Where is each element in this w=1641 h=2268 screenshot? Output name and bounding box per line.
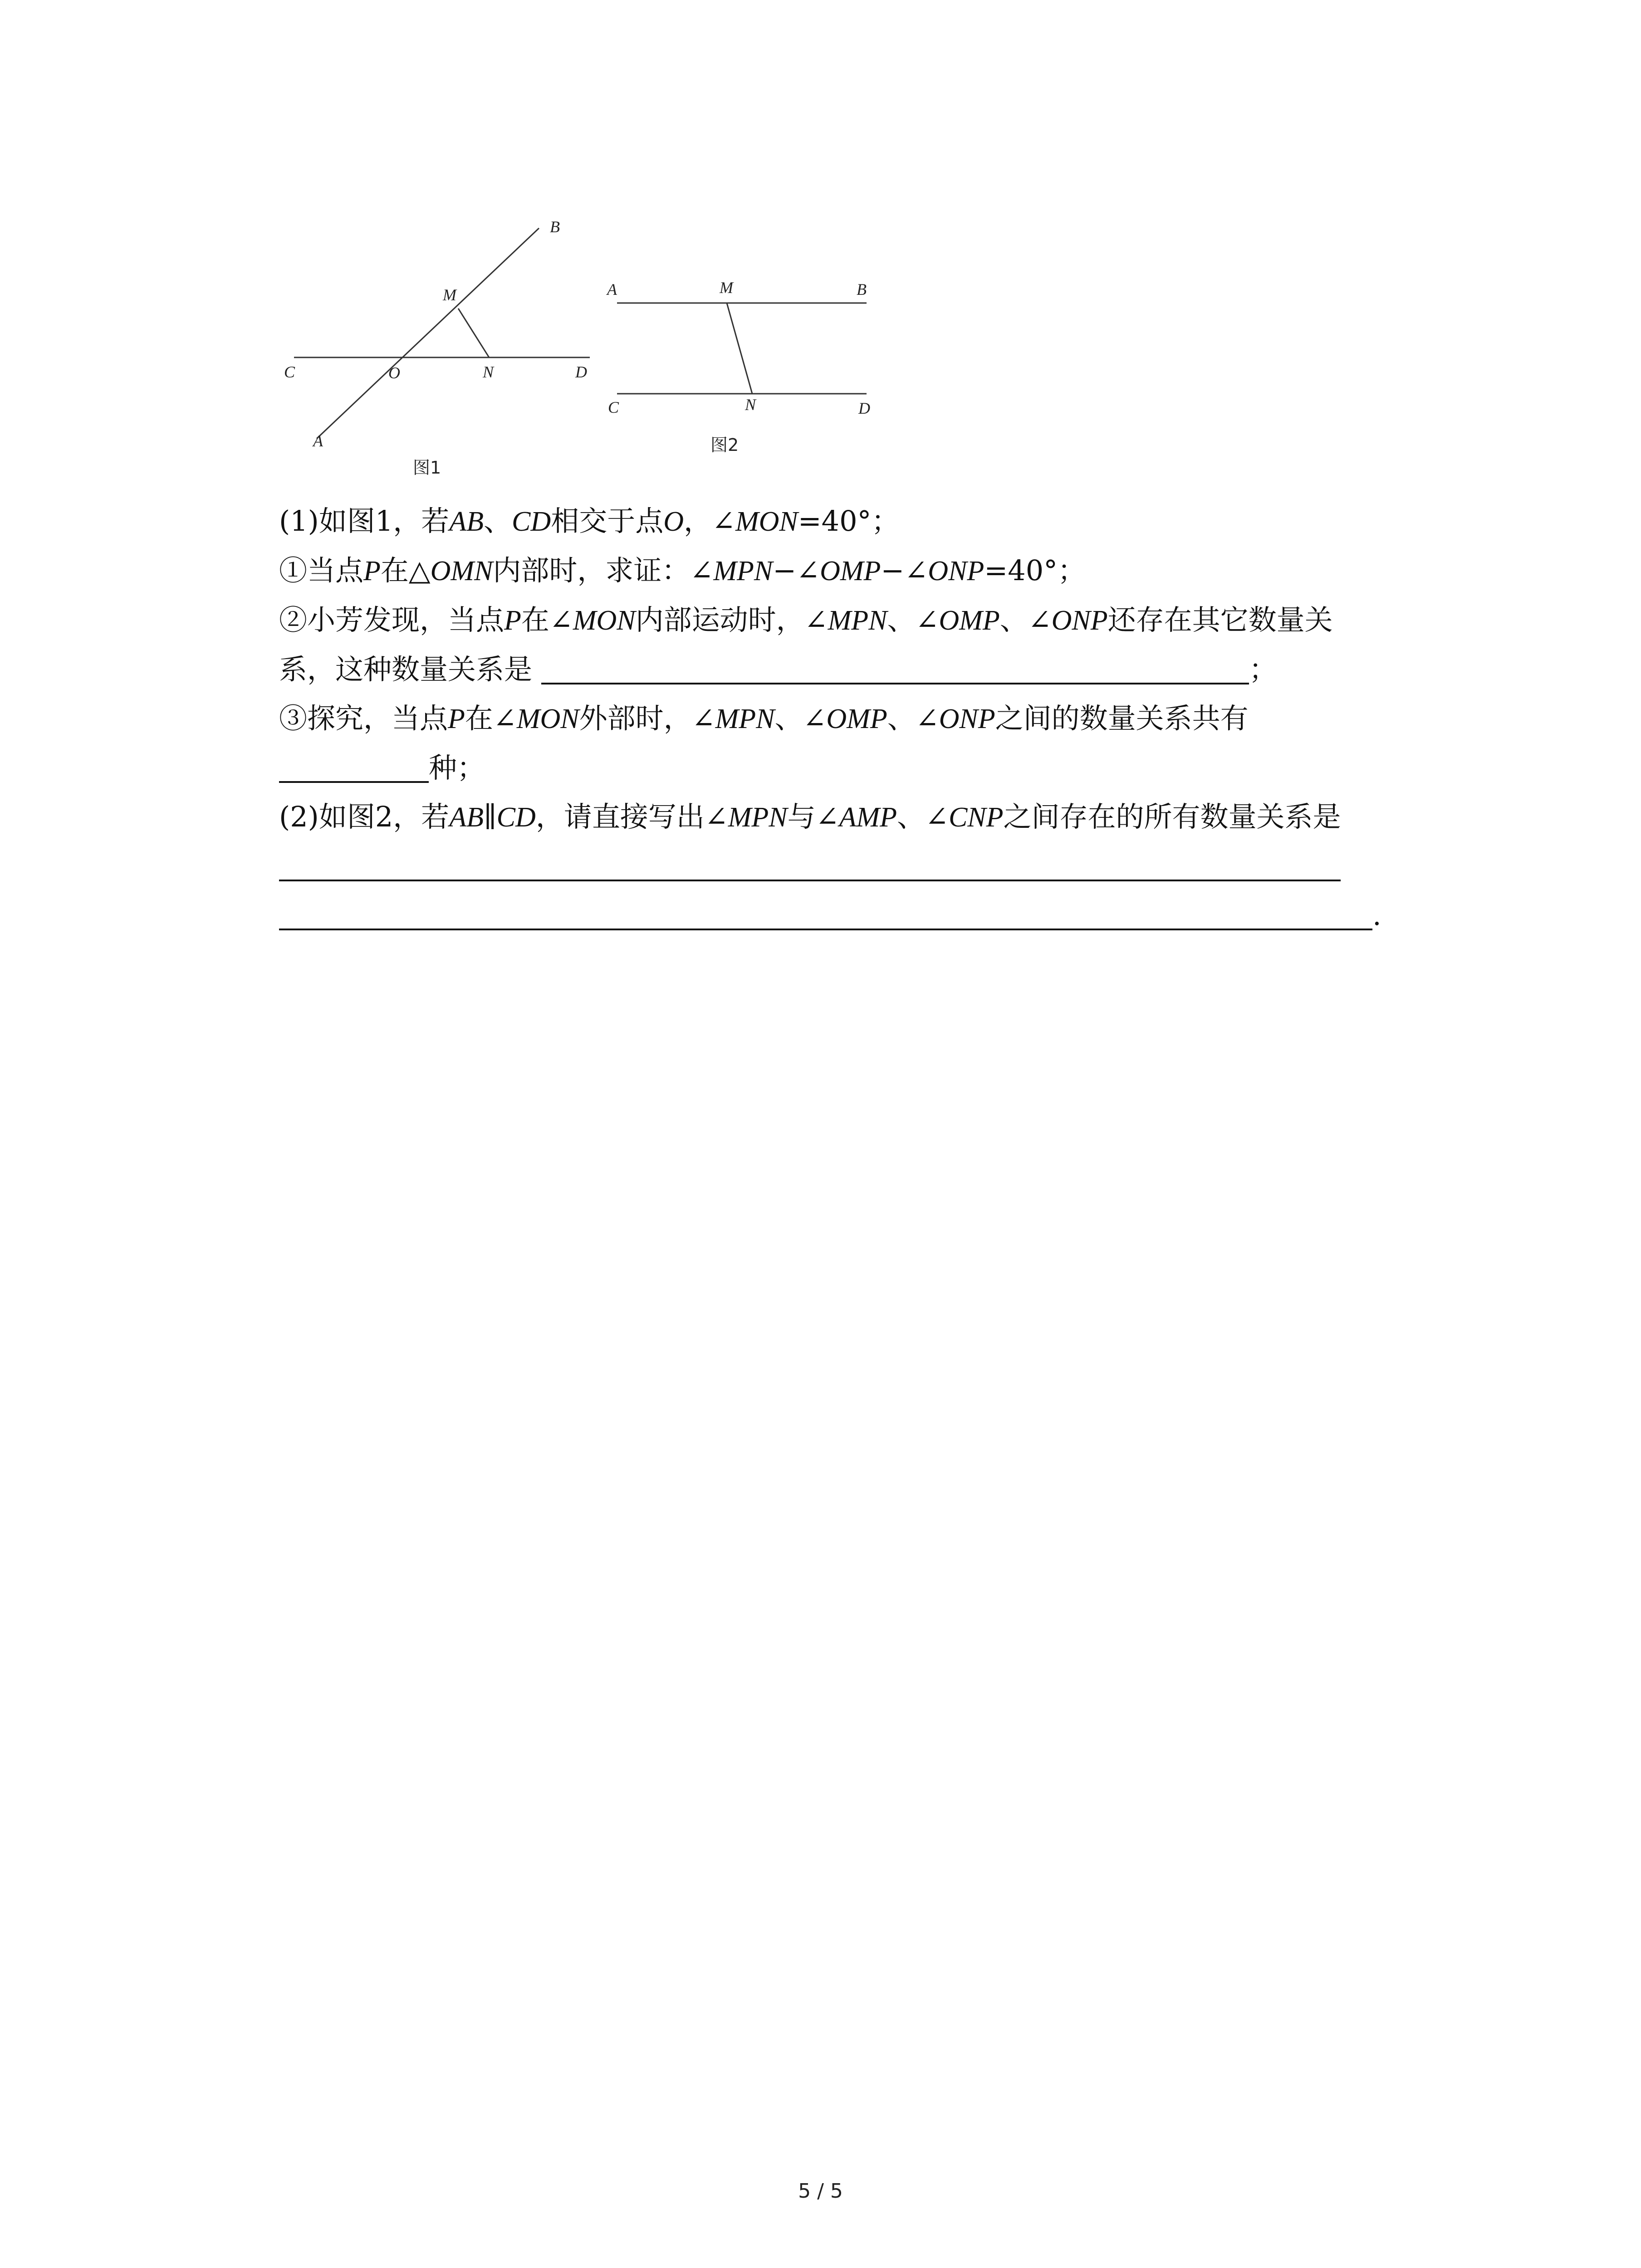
label-d: D	[858, 399, 870, 417]
label-b: B	[857, 280, 867, 298]
part-1-statement: (1)如图1，若AB、CD相交于点O，∠MON=40°；	[279, 504, 900, 538]
figure-1-diagram	[272, 213, 617, 467]
label-b: B	[550, 218, 560, 236]
figure-1-caption: 图1	[413, 458, 441, 478]
label-a: A	[607, 280, 617, 298]
item-2-continued: 系，这种数量关系是 ；	[279, 645, 1459, 694]
answer-blank-part-2-line-2[interactable]	[279, 897, 1372, 930]
item-2: ②小芳发现，当点P在∠MON内部运动时，∠MPN、∠OMP、∠ONP还存在其它数量关	[279, 603, 1333, 636]
label-m: M	[443, 286, 456, 304]
page-number: 5 / 5	[798, 2180, 843, 2203]
item-1: ①当点P在△OMN内部时，求证：∠MPN−∠OMP−∠ONP=40°；	[279, 554, 1086, 587]
part-2-answer-line-2: .	[279, 891, 1459, 940]
segment-mn	[727, 303, 752, 394]
label-n: N	[483, 363, 494, 381]
problem-text	[279, 497, 1459, 940]
label-n: N	[745, 396, 756, 414]
line-ab	[317, 228, 539, 439]
label-o: O	[388, 364, 400, 382]
label-c: C	[608, 398, 619, 416]
figure-1	[272, 213, 617, 478]
part-2-answer-line-1	[279, 842, 1459, 891]
label-c: C	[284, 363, 295, 381]
item-3-continued: 种；	[279, 743, 1459, 792]
label-d: D	[575, 363, 587, 381]
figure-2	[603, 263, 885, 455]
figures-area	[272, 213, 907, 485]
label-m: M	[720, 279, 733, 297]
answer-blank-part-2-line-1[interactable]	[279, 848, 1341, 881]
answer-blank-item-2[interactable]	[541, 651, 1249, 684]
part-2-statement: (2)如图2，若AB∥CD，请直接写出∠MPN与∠AMP、∠CNP之间存在的所有数量关系是	[279, 800, 1341, 833]
segment-mn	[458, 308, 489, 357]
figure-2-diagram	[603, 263, 885, 417]
answer-blank-item-3[interactable]	[279, 749, 429, 783]
figure-2-caption: 图2	[710, 435, 739, 455]
label-a: A	[313, 432, 323, 450]
item-3: ③探究，当点P在∠MON外部时，∠MPN、∠OMP、∠ONP之间的数量关系共有	[279, 702, 1249, 735]
